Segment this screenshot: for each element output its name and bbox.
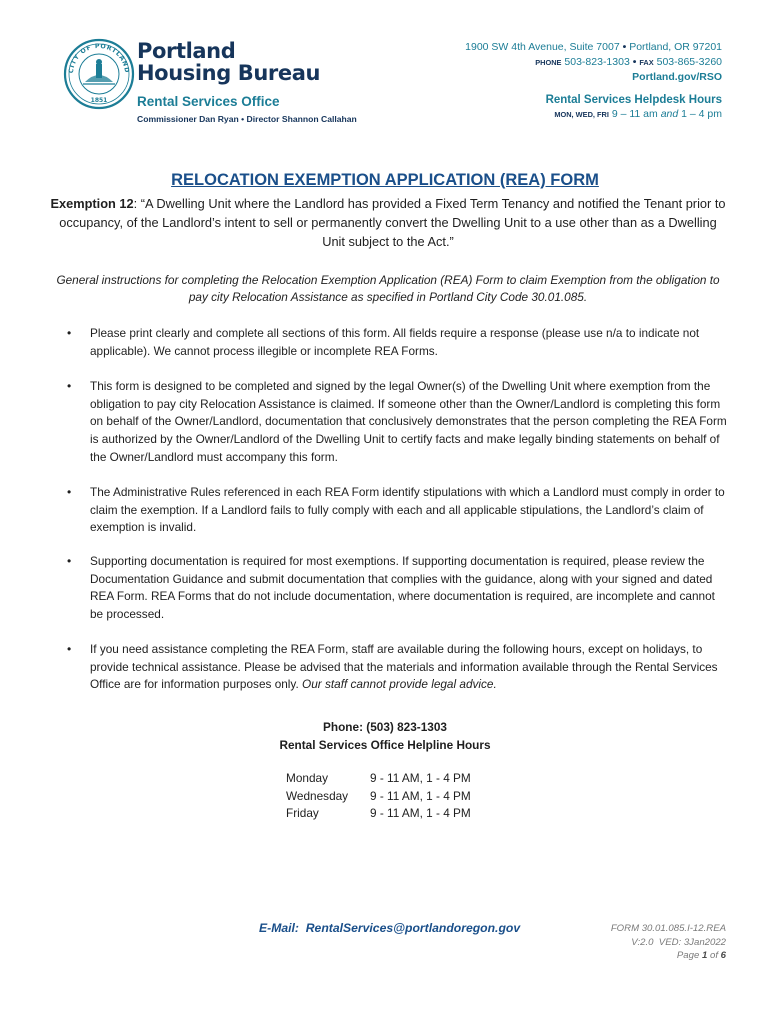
hours-time: 9 - 11 AM, 1 - 4 PM	[370, 788, 471, 803]
bullet-icon: •	[67, 642, 72, 656]
form-identifier	[611, 922, 726, 963]
helpline-title: Rental Services Office Helpline Hours	[279, 738, 491, 752]
form-number: FORM 30.01.085.I-12.REA	[610, 923, 726, 934]
helpdesk-hours-pm: 1 – 4 pm	[681, 108, 722, 120]
bullet-icon: •	[67, 485, 72, 499]
contact-block: 1900 SW 4th Avenue, Suite 7007 • Portland, OR 97201 PHONE 503-823-1303 • FAX 503-865-3260 Portland.gov/RSO	[465, 41, 722, 83]
hours-time: 9 - 11 AM, 1 - 4 PM	[370, 806, 471, 820]
fax-label: FAX	[639, 58, 654, 67]
hours-table	[286, 770, 471, 823]
bullet-icon: •	[67, 326, 72, 340]
list-item	[67, 641, 730, 694]
org-name-line2: Housing Bureau	[137, 61, 321, 85]
helpline-block	[0, 718, 770, 754]
legal-advice-note: Our staff cannot provide legal advice.	[302, 677, 497, 692]
list-item	[67, 325, 730, 360]
seal-year: 1851	[90, 97, 108, 104]
form-version: V:2.0 VED: 3Jan2022	[631, 936, 726, 948]
list-item	[67, 484, 730, 537]
hours-row	[286, 805, 471, 823]
org-name-line1: Portland	[137, 39, 236, 63]
hours-day: Wednesday	[286, 788, 349, 803]
org-block	[137, 40, 357, 124]
list-item	[67, 553, 730, 624]
hours-time: 9 - 11 AM, 1 - 4 PM	[370, 771, 471, 785]
city: Portland, OR 97201	[629, 41, 722, 53]
fax-number: 503-865-3260	[656, 56, 722, 68]
page-total: 6	[720, 950, 726, 961]
bullet-text: The Administrative Rules referenced in each REA Form identify stipulations with which a Landlord must comply in order to claim the exemption. If a Landlord fails to fully comply with each and all applicable stipulations, the Landlord’s claim of exemption is invalid.	[90, 485, 725, 535]
officials: Commissioner Dan Ryan • Director Shannon Callahan	[137, 114, 357, 124]
hours-day: Monday	[286, 771, 328, 785]
seal-text-top: CITY OF PORTLAND	[67, 42, 131, 74]
page-number: 1	[701, 950, 708, 961]
phone-number: 503-823-1303	[564, 56, 630, 68]
website-link[interactable]: Portland.gov/RSO	[632, 71, 722, 83]
email-link[interactable]: RentalServices@portlandoregon.gov	[305, 921, 521, 935]
list-item	[67, 378, 730, 467]
office-name: Rental Services Office	[137, 94, 280, 109]
bullet-text: Please print clearly and complete all sections of this form. All fields require a response (please use n/a to indicate not applicable). We cannot process illegible or incomplete REA Forms.	[90, 326, 700, 358]
bullet-text: This form is designed to be completed and signed by the legal Owner(s) of the Dwelling Unit where exemption from the obligation to pay city Relocation Assistance is claimed. If someone other than the Owner/Landlord is completing this form on behalf of the Owner/Landlord, documentation that conclusively demonstrates that the person completing the REA Form is authorized by the Owner/Landlord of the Dwelling Unit to certify facts and make legally binding statements on behalf of the Owner/Landlord must accompany this form.	[90, 379, 727, 464]
bullet-icon: •	[67, 379, 72, 393]
bullet-icon: •	[67, 554, 72, 568]
address: 1900 SW 4th Avenue, Suite 7007	[465, 41, 620, 53]
bullet-text: Supporting documentation is required for most exemptions. If supporting documentation is required, please review the Documentation Guidance and submit documentation that complies with the guidance, along with your signed and dated REA Form. REA Forms that do not include documentation, where documentation is required, are incomplete and cannot be processed.	[90, 554, 715, 622]
helpdesk-title: Rental Services Helpdesk Hours	[545, 94, 722, 106]
helpdesk-hours	[546, 94, 722, 120]
bullet-text: If you need assistance completing the REA Form, staff are available during the following hours, except on holidays, to provide technical assistance. Please be advised that the materials and information available through the Rental Services Office are for information purposes only.	[90, 642, 718, 692]
helpdesk-hours-am: 9 – 11 am	[611, 108, 658, 120]
general-instructions: General instructions for completing the Relocation Exemption Application (REA) Form to claim Exemption from the obligation to pay city Relocation Assistance as specified in Portland City Code 30.01.085.	[56, 273, 720, 304]
exemption-statement	[48, 194, 728, 251]
hours-row	[286, 770, 471, 788]
email-footer	[259, 921, 520, 935]
exemption-text: : “A Dwelling Unit where the Landlord has provided a Fixed Term Tenancy and notified the Tenant prior to occupancy, of the Landlord’s intent to sell or permanently convert the Dwelling Unit to a use other than as a Dwelling Unit subject to the Act.”	[59, 196, 726, 249]
city-seal-logo	[63, 38, 135, 110]
page-indicator: Page 1 of 6	[676, 950, 726, 961]
helpline-phone: Phone: (503) 823-1303	[323, 720, 447, 734]
email-label: E-Mail:	[259, 921, 306, 935]
exemption-label: Exemption 12	[50, 196, 134, 211]
helpdesk-days: MON, WED, FRI	[554, 110, 609, 119]
form-title: RELOCATION EXEMPTION APPLICATION (REA) FORM	[171, 171, 599, 189]
hours-day: Friday	[286, 806, 319, 820]
phone-label: PHONE	[535, 58, 562, 67]
hours-row	[286, 788, 471, 806]
helpdesk-and: and	[660, 108, 679, 120]
